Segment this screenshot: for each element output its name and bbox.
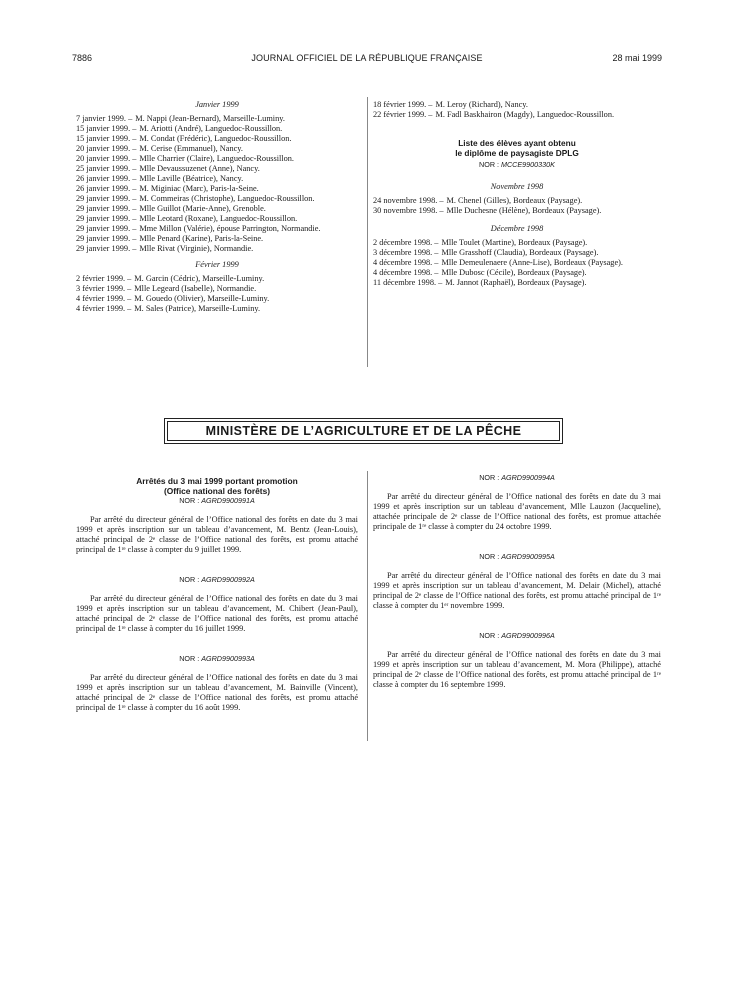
entry-text: Mlle Charrier (Claire), Languedoc-Roussillon. xyxy=(139,154,294,163)
entry-text: M. Condat (Frédéric), Languedoc-Roussillon. xyxy=(139,134,292,143)
entry-text: Mlle Dubosc (Cécile), Bordeaux (Paysage). xyxy=(441,268,587,277)
list-entry xyxy=(373,258,661,268)
list-entry xyxy=(373,110,661,120)
list-entry xyxy=(373,248,661,258)
entry-text: Mlle Laville (Béatrice), Nancy. xyxy=(139,174,244,183)
list-entry xyxy=(373,238,661,248)
nor-label: NOR : xyxy=(479,473,500,482)
nor-code: MCCE9900330K xyxy=(501,160,555,169)
fevrier-continued-list xyxy=(373,100,661,120)
issue-date: 28 mai 1999 xyxy=(612,53,662,63)
list-entry xyxy=(76,184,358,194)
entry-date: 3 février 1999. – xyxy=(76,284,132,293)
list-entry xyxy=(76,114,358,124)
nor-label: NOR : xyxy=(179,575,200,584)
arrete-paragraph: Par arrêté du directeur général de l’Office national des forêts en date du 3 mai 1999 et après inscription sur un tableau d’avancement, Mlle Lauzon (Jacqueline), attachée principale de 2ᵉ classe de l’Office national des forêts, est promue attachée principale de 1ʳᵉ classe à compter du 24 octobre 1999. xyxy=(373,492,661,531)
nor-label: NOR : xyxy=(479,552,500,561)
entry-text: M. Commeiras (Christophe), Languedoc-Roussillon. xyxy=(139,194,315,203)
nor-label: NOR : xyxy=(479,160,499,169)
list-title-line-2: le diplôme de paysagiste DPLG xyxy=(455,148,579,158)
entry-date: 29 janvier 1999. – xyxy=(76,244,137,253)
entry-date: 29 janvier 1999. – xyxy=(76,214,137,223)
arrete-paragraph: Par arrêté du directeur général de l’Office national des forêts en date du 3 mai 1999 et après inscription sur un tableau d’avancement, M. Bainville (Vincent), attaché principal de 2ᵉ classe de l’Office national des forêts, est promu attaché principal de 1ʳᵉ classe à compter du 16 août 1999. xyxy=(76,673,358,712)
entry-date: 22 février 1999. – xyxy=(373,110,433,119)
month-heading-decembre: Décembre 1998 xyxy=(490,224,544,233)
entry-date: 4 décembre 1998. – xyxy=(373,268,439,277)
entry-text: Mlle Duchesne (Hélène), Bordeaux (Paysage). xyxy=(446,206,602,215)
arretes-title-line-2: (Office national des forêts) xyxy=(163,485,271,496)
month-heading-fevrier: Février 1999 xyxy=(195,260,239,269)
page-number: 7886 xyxy=(72,53,93,63)
nor-code: AGRD9900996A xyxy=(501,631,555,640)
nor-code: AGRD9900992A xyxy=(201,575,255,584)
column-divider-top xyxy=(367,97,368,367)
arretes-left-blocks xyxy=(76,496,358,713)
entry-date: 24 novembre 1998. – xyxy=(373,196,444,205)
entry-text: M. Cerise (Emmanuel), Nancy. xyxy=(139,144,243,153)
journal-title: JOURNAL OFFICIEL DE LA RÉPUBLIQUE FRANÇAISE xyxy=(251,53,483,63)
entry-date: 4 février 1999. – xyxy=(76,304,132,313)
entry-date: 20 janvier 1999. – xyxy=(76,154,137,163)
entry-date: 4 décembre 1998. – xyxy=(373,258,439,267)
nor-code: AGRD9900993A xyxy=(201,654,255,663)
entry-text: M. Garcin (Cédric), Marseille-Luminy. xyxy=(134,274,265,283)
entry-date: 4 février 1999. – xyxy=(76,294,132,303)
entry-text: M. Leroy (Richard), Nancy. xyxy=(435,100,528,109)
entry-text: M. Nappi (Jean-Bernard), Marseille-Luminy. xyxy=(135,114,285,123)
nor-reference xyxy=(76,575,358,585)
entry-date: 29 janvier 1999. – xyxy=(76,204,137,213)
entry-date: 29 janvier 1999. – xyxy=(76,194,137,203)
arretes-right-blocks xyxy=(373,473,661,690)
bottom-left-column xyxy=(76,477,358,713)
entry-text: Mlle Demeulenaere (Anne-Lise), Bordeaux (Paysage). xyxy=(441,258,623,267)
list-title-line-1: Liste des élèves ayant obtenu xyxy=(458,138,576,148)
entry-text: Mlle Grasshoff (Claudia), Bordeaux (Paysage). xyxy=(441,248,599,257)
entry-date: 26 janvier 1999. – xyxy=(76,184,137,193)
decembre-list xyxy=(373,238,661,288)
list-entry xyxy=(76,134,358,144)
list-entry xyxy=(76,204,358,214)
entry-date: 25 janvier 1999. – xyxy=(76,164,137,173)
list-entry xyxy=(76,194,358,204)
list-entry xyxy=(76,234,358,244)
entry-date: 15 janvier 1999. – xyxy=(76,134,137,143)
entry-date: 29 janvier 1999. – xyxy=(76,234,137,243)
entry-date: 20 janvier 1999. – xyxy=(76,144,137,153)
nor-code: AGRD9900994A xyxy=(501,473,555,482)
entry-date: 30 novembre 1998. – xyxy=(373,206,444,215)
entry-text: Mlle Legeard (Isabelle), Normandie. xyxy=(134,284,257,293)
entry-text: M. Gouedo (Olivier), Marseille-Luminy. xyxy=(134,294,270,303)
list-entry xyxy=(76,124,358,134)
entry-text: M. Chenel (Gilles), Bordeaux (Paysage). xyxy=(446,196,583,205)
entry-text: M. Fadl Baskhairon (Magdy), Languedoc-Roussillon. xyxy=(435,110,615,119)
entry-text: Mlle Penard (Karine), Paris-la-Seine. xyxy=(139,234,264,243)
entry-date: 11 décembre 1998. – xyxy=(373,278,443,287)
janvier-list xyxy=(76,114,358,254)
arrete-paragraph: Par arrêté du directeur général de l’Office national des forêts en date du 3 mai 1999 et après inscription sur un tableau d’avancement, M. Chibert (Jean-Paul), attaché principal de 2ᵉ classe de l’Office national des forêts, est promu attaché principal de 1ʳᵉ classe à compter du 16 juillet 1999. xyxy=(76,594,358,633)
entry-date: 2 février 1999. – xyxy=(76,274,132,283)
nor-reference xyxy=(373,473,661,483)
list-entry xyxy=(373,278,661,288)
list-entry xyxy=(76,214,358,224)
entry-text: Mlle Leotard (Roxane), Languedoc-Roussillon. xyxy=(139,214,298,223)
arrete-paragraph: Par arrêté du directeur général de l’Office national des forêts en date du 3 mai 1999 et après inscription sur un tableau d’avancement, M. Mora (Philippe), attaché principal de 2ᵉ classe de l’Office national des forêts, est promu attaché principal de 1ʳᵉ classe à compter du 16 septembre 1999. xyxy=(373,650,661,689)
entry-text: Mlle Rivat (Virginie), Normandie. xyxy=(139,244,254,253)
nor-label: NOR : xyxy=(179,654,200,663)
bottom-right-column xyxy=(373,473,661,690)
list-entry xyxy=(76,244,358,254)
list-entry xyxy=(373,206,661,216)
entry-text: Mlle Toulet (Martine), Bordeaux (Paysage). xyxy=(441,238,588,247)
column-divider-bottom xyxy=(367,471,368,741)
list-entry xyxy=(373,196,661,206)
list-entry xyxy=(76,284,358,294)
entry-date: 2 décembre 1998. – xyxy=(373,238,439,247)
nor-reference xyxy=(373,160,661,170)
nor-code: AGRD9900995A xyxy=(501,552,555,561)
nor-reference xyxy=(373,552,661,562)
entry-date: 26 janvier 1999. – xyxy=(76,174,137,183)
list-entry xyxy=(373,268,661,278)
entry-text: M. Ariotti (André), Languedoc-Roussillon. xyxy=(139,124,283,133)
month-heading-novembre: Novembre 1998 xyxy=(490,182,544,191)
novembre-list xyxy=(373,196,661,216)
entry-date: 3 décembre 1998. – xyxy=(373,248,439,257)
entry-date: 29 janvier 1999. – xyxy=(76,224,137,233)
page-header xyxy=(72,53,662,67)
list-entry xyxy=(76,274,358,284)
entry-text: Mlle Devaussuzenet (Anne), Nancy. xyxy=(139,164,260,173)
arrete-paragraph: Par arrêté du directeur général de l’Office national des forêts en date du 3 mai 1999 et après inscription sur un tableau d’avancement, M. Bentz (Jean-Louis), attaché principal de 2ᵉ classe de l’Office national des forêts, est promu attaché principal de 1ʳᵉ classe à compter du 9 juillet 1999. xyxy=(76,515,358,554)
month-heading-janvier: Janvier 1999 xyxy=(195,100,239,109)
entry-date: 15 janvier 1999. – xyxy=(76,124,137,133)
entry-text: M. Jannot (Raphaël), Bordeaux (Paysage). xyxy=(445,278,587,287)
nor-code: AGRD9900991A xyxy=(201,496,255,505)
arrete-paragraph: Par arrêté du directeur général de l’Office national des forêts en date du 3 mai 1999 et après inscription sur un tableau d’avancement, M. Delair (Michel), attaché principal de 2ᵉ classe de l’Office national des forêts, est promu attaché principal de 1ʳᵉ classe à compter du 1ᵉʳ novembre 1999. xyxy=(373,571,661,610)
list-entry xyxy=(76,304,358,314)
list-entry xyxy=(76,164,358,174)
right-top-column xyxy=(373,100,661,288)
nor-reference xyxy=(76,496,358,506)
list-entry xyxy=(373,100,661,110)
entry-date: 7 janvier 1999. – xyxy=(76,114,133,123)
arretes-title-line-1: Arrêtés du 3 mai 1999 portant promotion xyxy=(136,476,298,486)
entry-text: Mlle Guillot (Marie-Anne), Grenoble. xyxy=(139,204,266,213)
nor-label: NOR : xyxy=(479,631,500,640)
list-entry xyxy=(76,294,358,304)
ministry-banner: MINISTÈRE DE L’AGRICULTURE ET DE LA PÊCHE xyxy=(167,421,560,441)
nor-reference xyxy=(76,654,358,664)
nor-label: NOR : xyxy=(179,496,200,505)
entry-date: 18 février 1999. – xyxy=(373,100,433,109)
list-entry xyxy=(76,144,358,154)
list-entry xyxy=(76,154,358,164)
fevrier-list xyxy=(76,274,358,314)
nor-reference xyxy=(373,631,661,641)
entry-text: M. Miginiac (Marc), Paris-la-Seine. xyxy=(139,184,259,193)
left-top-column xyxy=(76,100,358,314)
list-entry xyxy=(76,224,358,234)
list-entry xyxy=(76,174,358,184)
entry-text: Mme Millon (Valérie), épouse Parrington, Normandie. xyxy=(139,224,321,233)
entry-text: M. Sales (Patrice), Marseille-Luminy. xyxy=(134,304,261,313)
